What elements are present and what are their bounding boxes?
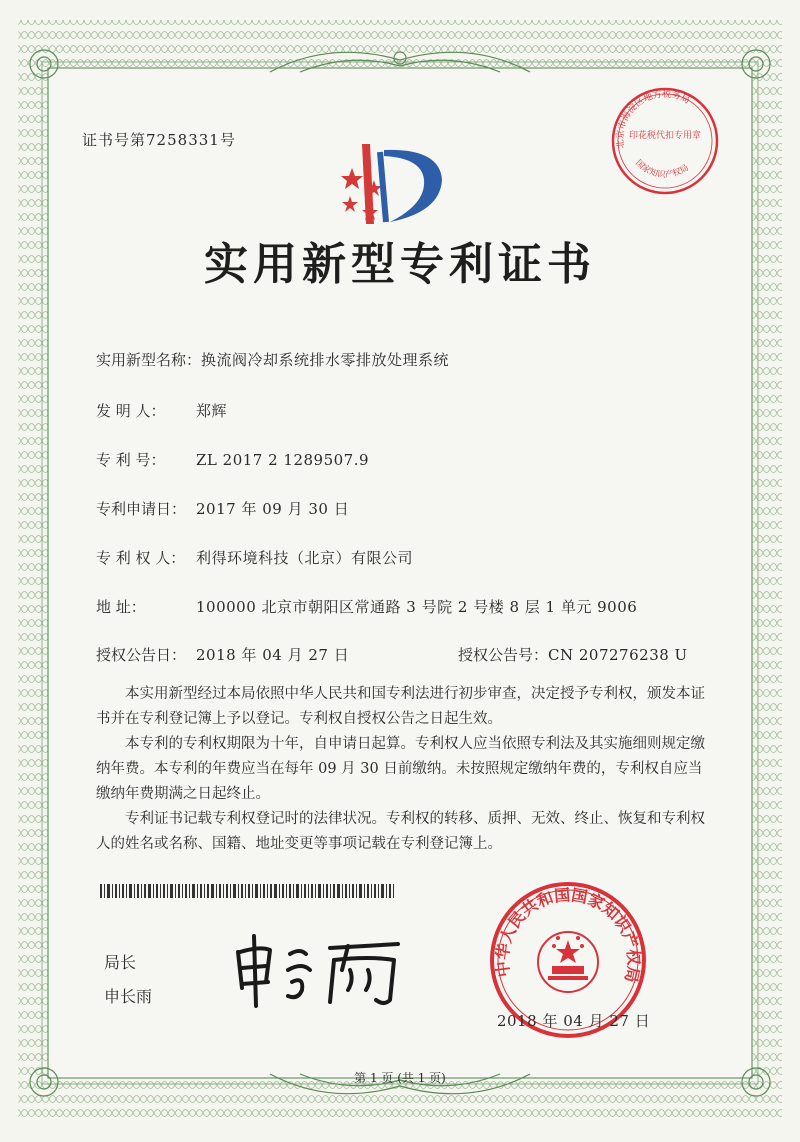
field-label: 授权公告日： [96, 646, 187, 664]
director-name: 申长雨 [104, 987, 153, 1006]
field-announcement-date [96, 644, 349, 665]
tax-seal-inner-text: 印花税代扣专用章 [628, 131, 702, 141]
field-label: 授权公告号： [458, 646, 549, 664]
certificate-number [82, 129, 236, 150]
tax-seal-outer-text: 北京市海淀区地方税务局 [615, 89, 692, 149]
page-footer: 第 1 页 (共 1 页) [354, 1071, 446, 1085]
barcode [100, 884, 394, 898]
seal-date: 2018 年 04 月 27 日 [497, 1012, 651, 1030]
certificate-title: 实用新型专利证书 [204, 239, 596, 290]
patent-office-logo-icon [330, 138, 470, 230]
field-patentee [96, 547, 413, 568]
field-value: 2018 年 04 月 27 日 [196, 646, 350, 664]
tax-seal-icon [610, 86, 720, 196]
certificate-number-value: 7258331 [146, 131, 220, 149]
director-title: 局长 [104, 953, 137, 972]
svg-text:国家知识产权局 [633, 158, 691, 180]
field-value: 100000 北京市朝阳区常通路 3 号院 2 号楼 8 层 1 单元 9006 [196, 598, 638, 616]
field-address [96, 596, 637, 617]
field-label: 地 址： [96, 598, 146, 616]
field-patent-number [96, 449, 369, 470]
field-announcement-number [458, 644, 688, 665]
field-value: ZL 2017 2 1289507.9 [196, 451, 370, 469]
director-signature [230, 930, 410, 1010]
body-paragraph: 本实用新型经过本局依照中华人民共和国专利法进行初步审查，决定授予专利权，颁发本证书并在专利登记簿上予以登记。专利权自授权公告之日起生效。 [96, 686, 705, 727]
tax-seal-bottom-text: 国家知识产权局 [633, 158, 691, 181]
body-paragraph: 本专利的专利权期限为十年，自申请日起算。专利权人应当依照专利法及其实施细则规定缴纳年费。本专利的年费应当在每年 09 月 30 日前缴纳。未按照规定缴纳年费的，专利权自应当缴纳年费期满之日起终止。 [96, 736, 705, 802]
certificate-number-label: 证书号第 [82, 131, 147, 149]
field-value: 利得环境科技（北京）有限公司 [196, 549, 414, 567]
field-label: 专利申请日： [96, 500, 187, 518]
field-utility-model-name [96, 349, 449, 370]
body-paragraph: 专利证书记载专利权登记时的法律状况。专利权的转移、质押、无效、终止、恢复和专利权人的姓名或名称、国籍、地址变更等事项记载在专利登记簿上。 [96, 811, 705, 852]
field-value: 郑辉 [196, 402, 228, 420]
field-label: 专 利 权 人： [96, 549, 186, 567]
field-application-date [96, 498, 349, 519]
field-label: 专 利 号： [96, 451, 166, 469]
certificate-body [96, 682, 716, 857]
field-value: 换流阀冷却系统排水零排放处理系统 [201, 351, 450, 369]
seal-text: 中华人民共和国国家知识产权局 [492, 885, 644, 985]
field-inventor [96, 400, 227, 421]
field-value: CN 207276238 U [548, 646, 688, 664]
field-label: 实用新型名称： [96, 351, 202, 369]
field-label: 发 明 人： [96, 402, 166, 420]
field-value: 2017 年 09 月 30 日 [196, 500, 350, 518]
certificate-number-suffix: 号 [219, 131, 236, 149]
